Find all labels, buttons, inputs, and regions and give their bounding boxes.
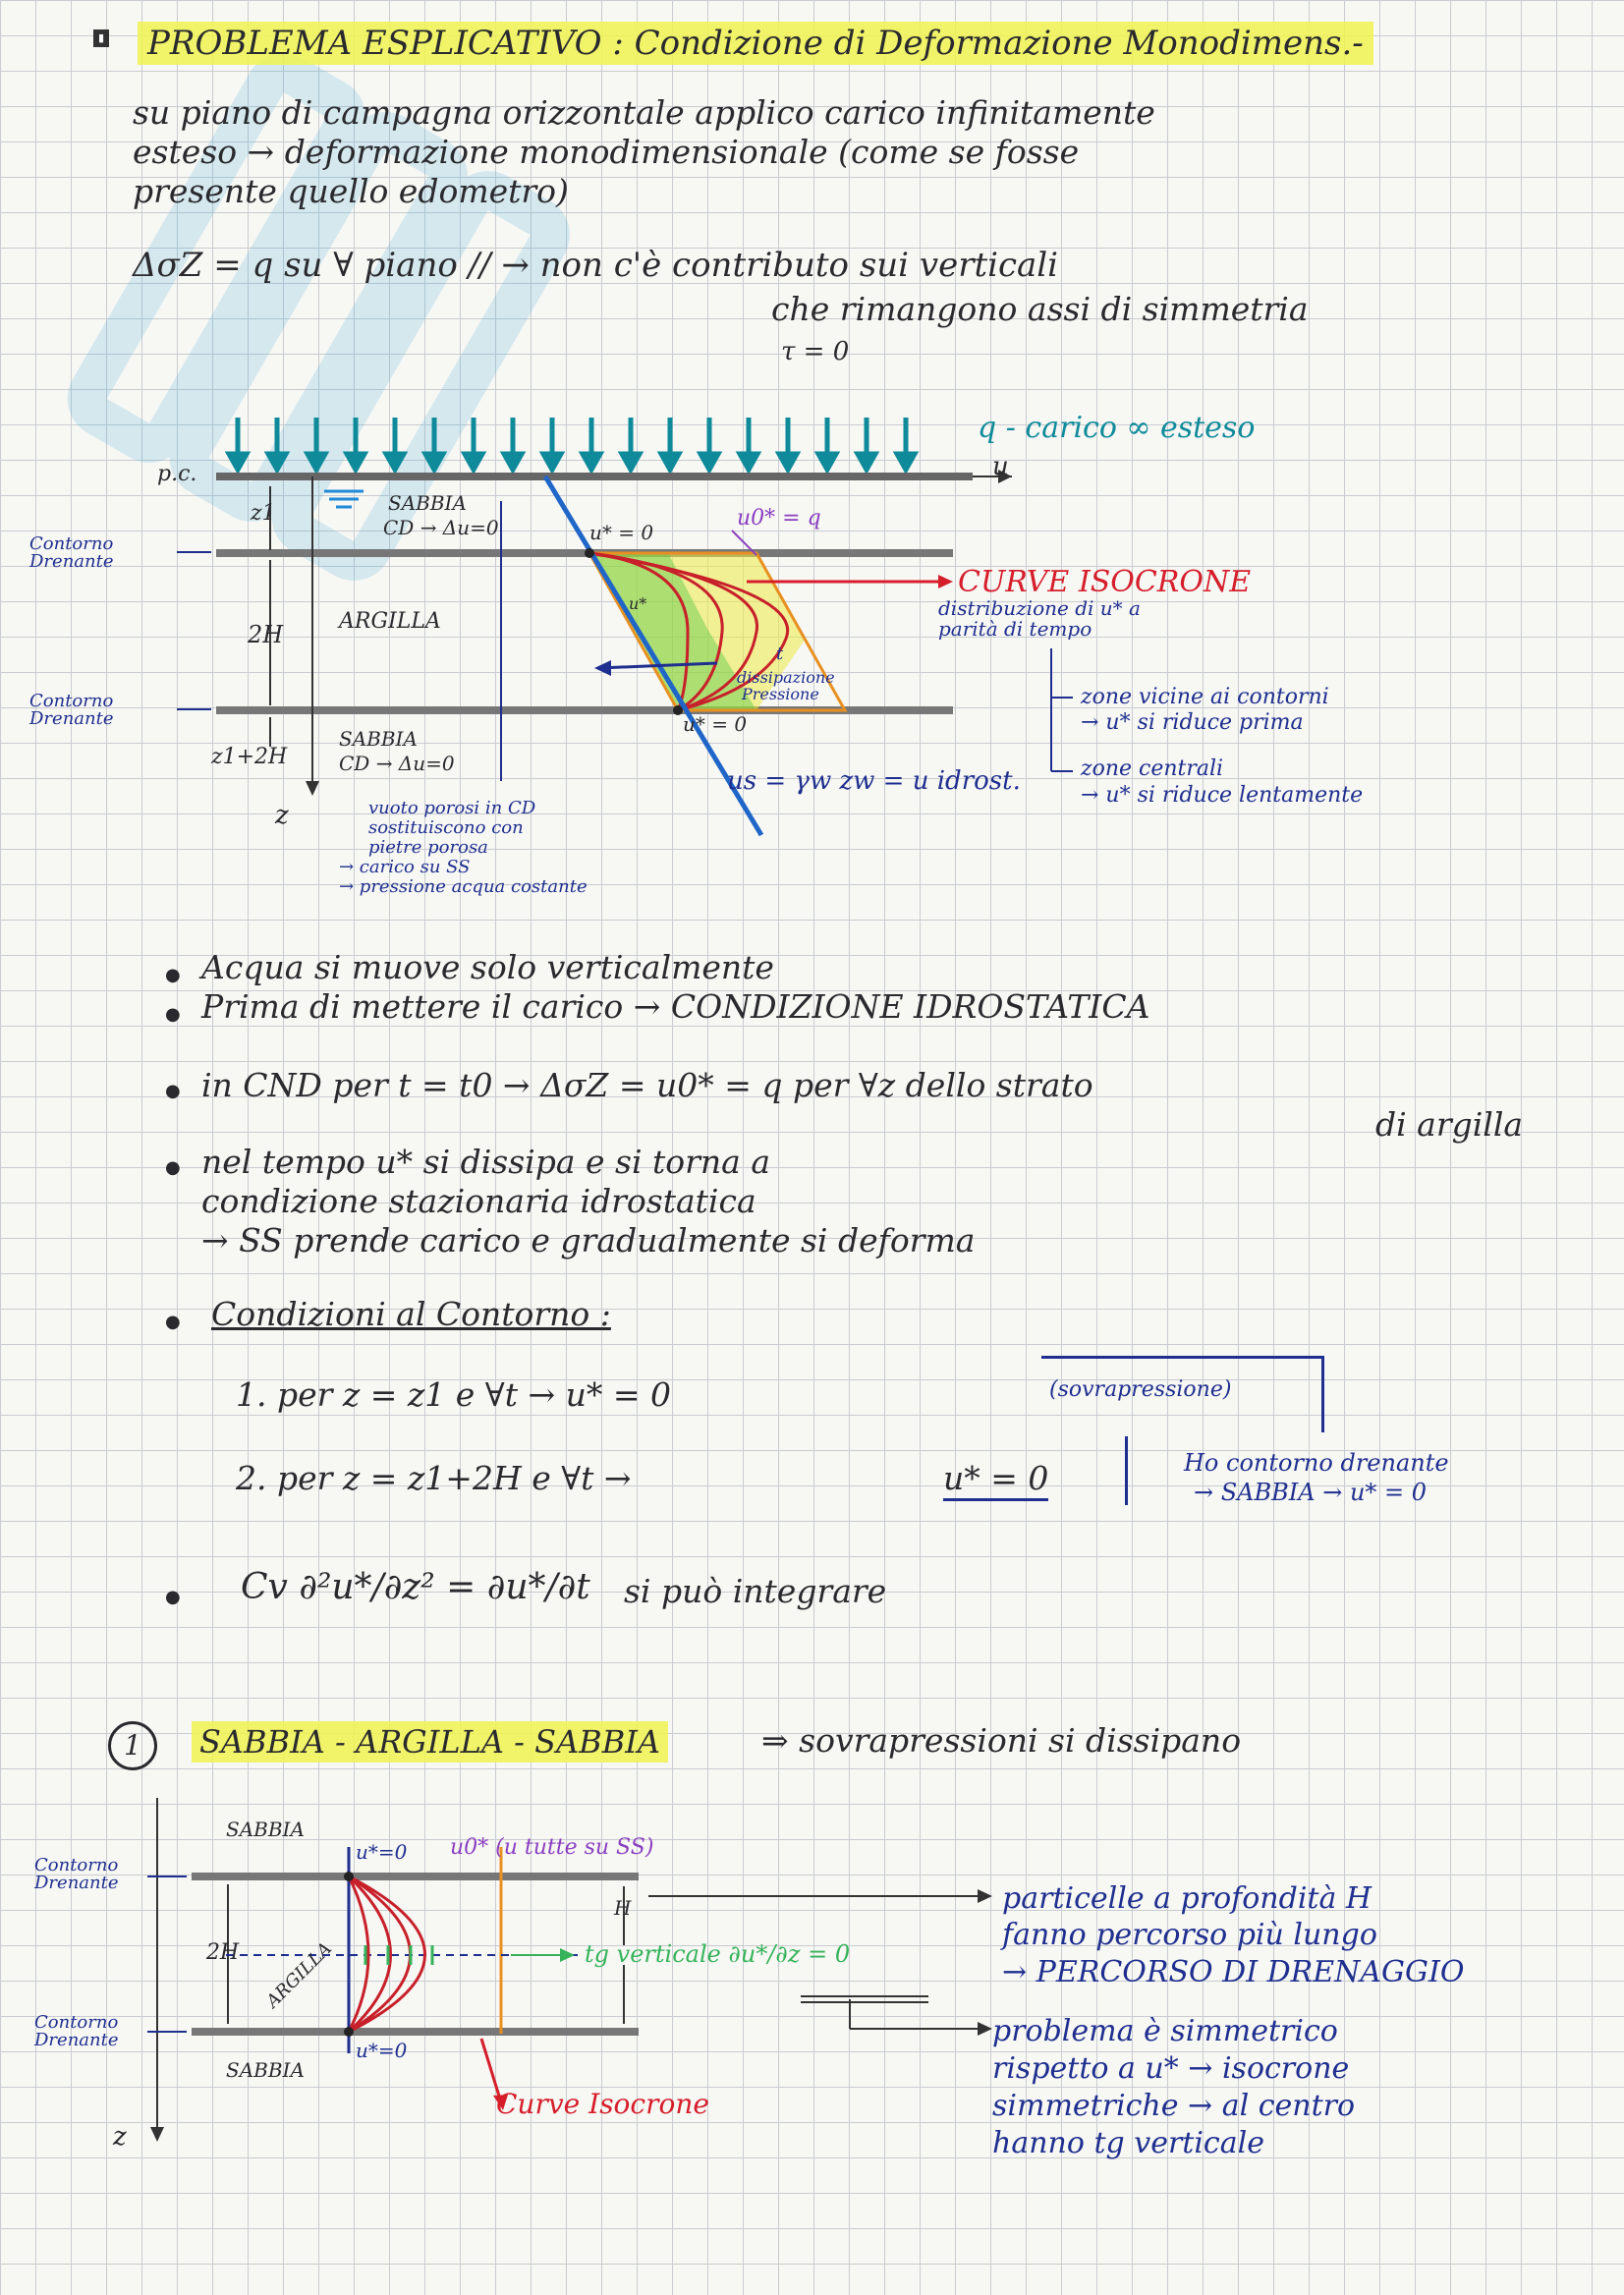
d2-contour-top: Contorno Drenante <box>34 1855 119 1893</box>
d2-contour-bottom: Contorno Drenante <box>34 2012 119 2050</box>
bullet-dot: ● <box>165 1081 181 1101</box>
bullet-4-line-3: → SS prende carico e gradualmente si deforma <box>201 1221 976 1259</box>
load-arrow-head <box>779 454 797 470</box>
stress-formula: ΔσZ = q su ∀ piano // → non c'è contributo sui verticali <box>133 246 1059 285</box>
d2-layer-bottom: SABBIA <box>226 2058 305 2082</box>
boundary-condition-2-note-1: Ho contorno drenante <box>1184 1449 1449 1477</box>
bullet-dot: ● <box>165 1157 181 1178</box>
layer-top-label: SABBIA <box>388 491 467 515</box>
d2-layer-top: SABBIA <box>226 1818 305 1841</box>
dissipation-label-1: dissipazione <box>737 668 835 687</box>
d2-2h: 2H <box>206 1940 240 1965</box>
d2-u0-note: u0* (u tutte su SS) <box>450 1835 654 1860</box>
pores-note-4: → carico su SS <box>339 857 471 877</box>
bullet-dot: ● <box>165 1587 181 1607</box>
d2-note-particles-3: → PERCORSO DI DRENAGGIO <box>1002 1955 1465 1989</box>
load-arrow-head <box>229 454 247 470</box>
contour-bottom-label: Contorno Drenante <box>29 691 114 729</box>
boundary-condition-2-value: u* = 0 <box>943 1459 1048 1501</box>
zones-central-1: zone centrali <box>1081 756 1224 781</box>
layer-top-note: CD → Δu=0 <box>383 516 499 539</box>
d2-note-particles-2: fanno percorso più lungo <box>1002 1918 1377 1952</box>
stress-line-2: che rimangono assi di simmetria <box>771 290 1309 328</box>
pc-label: p.c. <box>157 462 197 486</box>
load-arrow-head <box>465 454 482 470</box>
boundary-condition-2-note-2: → SABBIA → u* = 0 <box>1194 1479 1428 1506</box>
d2-note-particles-1: particelle a profondità H <box>1002 1881 1372 1916</box>
2h-label: 2H <box>248 621 284 648</box>
load-arrow-head <box>425 454 443 470</box>
d2-note-symmetric-2: rispetto a u* → isocrone <box>992 2051 1350 2086</box>
boundary-condition-1-note: (sovrapressione) <box>1049 1377 1232 1402</box>
bullet-4-line-2: condizione stazionaria idrostatica <box>201 1182 756 1220</box>
case-arrow-text: ⇒ sovrapressioni si dissipano <box>761 1721 1242 1760</box>
water-table-icon <box>324 491 364 507</box>
d2-z-axis: z <box>113 2122 127 2152</box>
contour-top-label: Contorno Drenante <box>29 533 114 572</box>
zones-near-1: zone vicine ai contorni <box>1081 685 1329 709</box>
d2-h: H <box>614 1896 632 1920</box>
bullet-3: in CND per t = t0 → ΔσZ = u0* = q per ∀z dello strato <box>201 1066 1093 1104</box>
diagram-consolidation <box>0 393 1624 924</box>
page-marker-icon: ▮ <box>93 29 109 47</box>
d2-note-symmetric-4: hanno tg verticale <box>992 2126 1264 2160</box>
d2-note-symmetric-1: problema è simmetrico <box>992 2014 1338 2048</box>
d2-curves-label: Curve Isocrone <box>496 2088 709 2120</box>
d2-u-bottom: u*=0 <box>356 2039 408 2062</box>
load-arrow-head <box>700 454 718 470</box>
z1-2h-label: z1+2H <box>211 745 288 769</box>
page-title: PROBLEMA ESPLICATIVO : Condizione di Deformazione Monodimens.- <box>138 22 1373 65</box>
intro-line-2: esteso → deformazione monodimensionale (come se fosse <box>133 133 1080 171</box>
load-arrow-head <box>308 454 325 470</box>
bullet-dot: ● <box>165 1312 181 1332</box>
u0-label: u0* = q <box>737 506 821 531</box>
load-label: q - carico ∞ esteso <box>978 411 1256 445</box>
bullet-2: Prima di mettere il carico → CONDIZIONE IDROSTATICA <box>201 987 1150 1026</box>
pores-note-3: pietre porosa <box>368 837 488 858</box>
equation-text: si può integrare <box>624 1572 887 1610</box>
dissipation-label-2: Pressione <box>742 685 819 703</box>
z-axis-label: z <box>275 801 289 830</box>
isochrones-desc-1: distribuzione di u* a <box>938 596 1141 620</box>
load-arrow-head <box>740 454 757 470</box>
load-arrow-head <box>543 454 561 470</box>
bullet-dot: ● <box>165 1004 181 1025</box>
d2-tg-vertical: tg verticale ∂u*/∂z = 0 <box>585 1940 851 1968</box>
load-arrow-head <box>386 454 404 470</box>
load-arrows <box>229 418 915 470</box>
us-formula: us = γw zw = u idrost. <box>727 766 1021 796</box>
bullet-dot: ● <box>165 965 181 985</box>
load-arrow-head <box>661 454 679 470</box>
bracket-2 <box>1125 1436 1128 1505</box>
zones-central-2: → u* si riduce lentamente <box>1081 783 1364 808</box>
boundary-condition-2: 2. per z = z1+2H e ∀t → <box>236 1459 632 1497</box>
pores-note-5: → pressione acqua costante <box>339 876 588 897</box>
boundary-heading: Condizioni al Contorno : <box>211 1295 611 1333</box>
bracket-1 <box>1041 1356 1324 1432</box>
t-label: t <box>776 644 784 664</box>
stress-tau: τ = 0 <box>781 337 850 366</box>
d2-note-symmetric-3: simmetriche → al centro <box>992 2089 1356 2123</box>
load-arrow-head <box>504 454 522 470</box>
u-star-bottom: u* = 0 <box>683 712 748 736</box>
d2-layer-mid: ARGILLA <box>262 1938 336 2012</box>
pores-note-2: sostituiscono con <box>368 817 524 838</box>
d2-u-top: u*=0 <box>356 1840 408 1864</box>
isochrones-title: CURVE ISOCRONE <box>958 565 1252 599</box>
pores-note-1: vuoto porosi in CD <box>368 798 536 818</box>
u-axis-label: u <box>992 452 1009 481</box>
load-arrow-head <box>347 454 364 470</box>
boundary-condition-1: 1. per z = z1 e ∀t → u* = 0 <box>236 1375 671 1414</box>
load-arrow-head <box>268 454 286 470</box>
zones-near-2: → u* si riduce prima <box>1081 710 1304 735</box>
load-arrow-head <box>622 454 640 470</box>
bullet-3-cont: di argilla <box>1375 1105 1524 1144</box>
layer-bottom-note: CD → Δu=0 <box>339 752 455 775</box>
load-arrow-head <box>583 454 600 470</box>
z1-label: z1 <box>251 501 276 526</box>
intro-line-3: presente quello edometro) <box>133 172 569 210</box>
u-star-top: u* = 0 <box>589 521 654 544</box>
isochrones-desc-2: parità di tempo <box>938 617 1092 641</box>
load-arrow-head <box>858 454 875 470</box>
bullet-1: Acqua si muove solo verticalmente <box>201 948 774 986</box>
load-arrow-head <box>818 454 836 470</box>
load-arrow-head <box>897 454 915 470</box>
bullet-4: nel tempo u* si dissipa e si torna a <box>201 1143 770 1181</box>
diffusion-equation: Cv ∂²u*/∂z² = ∂u*/∂t <box>241 1567 590 1607</box>
u-star-mid: u* <box>629 594 647 613</box>
intro-line-1: su piano di campagna orizzontale applico carico infinitamente <box>133 93 1155 132</box>
layer-bottom-label: SABBIA <box>339 727 418 751</box>
case-title: SABBIA - ARGILLA - SABBIA <box>192 1721 668 1763</box>
layer-mid-label: ARGILLA <box>339 609 441 634</box>
case-number: 1 <box>108 1721 157 1770</box>
